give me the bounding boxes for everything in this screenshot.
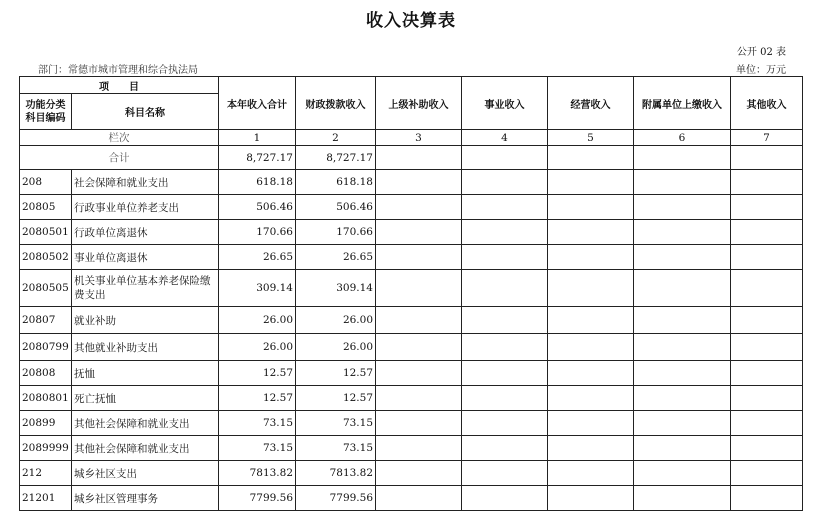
- value-cell: [376, 270, 462, 307]
- value-cell: [634, 270, 731, 307]
- subject-code: 2080501: [20, 220, 72, 245]
- value-cell: [376, 486, 462, 511]
- index-row-label: 栏次: [20, 130, 219, 146]
- col-header: 本年收入合计: [219, 77, 296, 130]
- value-cell: [548, 334, 634, 361]
- total-value: [731, 146, 803, 170]
- value-cell: [548, 270, 634, 307]
- value-cell: [731, 245, 803, 270]
- value-cell: [462, 461, 548, 486]
- value-cell: 12.57: [296, 386, 376, 411]
- value-cell: 73.15: [296, 411, 376, 436]
- value-cell: [462, 220, 548, 245]
- value-cell: 26.00: [296, 334, 376, 361]
- value-cell: 170.66: [219, 220, 296, 245]
- value-cell: [634, 436, 731, 461]
- value-cell: [548, 361, 634, 386]
- table-row: [20, 307, 803, 334]
- col-header: 事业收入: [462, 77, 548, 130]
- subject-name: 城乡社区管理事务: [72, 486, 219, 511]
- value-cell: [462, 245, 548, 270]
- col-header: 附属单位上缴收入: [634, 77, 731, 130]
- value-cell: [731, 361, 803, 386]
- value-cell: 309.14: [219, 270, 296, 307]
- subject-name: 社会保障和就业支出: [72, 170, 219, 195]
- subject-name: 行政单位离退休: [72, 220, 219, 245]
- value-cell: 73.15: [219, 411, 296, 436]
- subject-code: 2080505: [20, 270, 72, 307]
- value-cell: 170.66: [296, 220, 376, 245]
- table-row: [20, 486, 803, 511]
- value-cell: [462, 307, 548, 334]
- value-cell: [462, 386, 548, 411]
- subject-code: 20808: [20, 361, 72, 386]
- value-cell: [376, 195, 462, 220]
- subject-code: 2080502: [20, 245, 72, 270]
- total-value: [548, 146, 634, 170]
- value-cell: [731, 436, 803, 461]
- header-func-code: 功能分类 科目编码: [20, 94, 72, 130]
- table-row: [20, 270, 803, 307]
- value-cell: [731, 386, 803, 411]
- subject-name: 行政事业单位养老支出: [72, 195, 219, 220]
- income-table: [19, 76, 803, 511]
- value-cell: 12.57: [296, 361, 376, 386]
- value-cell: 26.00: [296, 307, 376, 334]
- value-cell: [462, 486, 548, 511]
- value-cell: [634, 195, 731, 220]
- value-cell: [548, 195, 634, 220]
- value-cell: [634, 461, 731, 486]
- value-cell: [634, 411, 731, 436]
- report-title: 收入决算表: [366, 11, 456, 31]
- value-cell: [731, 220, 803, 245]
- value-cell: [731, 270, 803, 307]
- total-value: [462, 146, 548, 170]
- subject-code: 2089999: [20, 436, 72, 461]
- subject-name: 城乡社区支出: [72, 461, 219, 486]
- index-number: 1: [219, 130, 296, 146]
- value-cell: [548, 307, 634, 334]
- value-cell: [731, 486, 803, 511]
- table-row: [20, 361, 803, 386]
- value-cell: 26.00: [219, 334, 296, 361]
- value-cell: [376, 436, 462, 461]
- value-cell: [462, 411, 548, 436]
- value-cell: [548, 386, 634, 411]
- value-cell: 618.18: [219, 170, 296, 195]
- subject-name: 抚恤: [72, 361, 219, 386]
- value-cell: [731, 334, 803, 361]
- value-cell: [548, 411, 634, 436]
- value-cell: [634, 334, 731, 361]
- value-cell: [634, 220, 731, 245]
- total-value: 8,727.17: [296, 146, 376, 170]
- value-cell: [548, 486, 634, 511]
- value-cell: [462, 195, 548, 220]
- index-number: 5: [548, 130, 634, 146]
- value-cell: [462, 334, 548, 361]
- index-number: 7: [731, 130, 803, 146]
- subject-code: 20899: [20, 411, 72, 436]
- value-cell: [376, 307, 462, 334]
- value-cell: [731, 195, 803, 220]
- value-cell: 506.46: [219, 195, 296, 220]
- value-cell: [731, 461, 803, 486]
- value-cell: 7799.56: [296, 486, 376, 511]
- total-value: 8,727.17: [219, 146, 296, 170]
- table-row: [20, 195, 803, 220]
- value-cell: 506.46: [296, 195, 376, 220]
- index-number: 6: [634, 130, 731, 146]
- table-row: [20, 220, 803, 245]
- table-row: [20, 461, 803, 486]
- value-cell: [634, 486, 731, 511]
- subject-name: 其他社会保障和就业支出: [72, 436, 219, 461]
- value-cell: 26.00: [219, 307, 296, 334]
- table-row: [20, 245, 803, 270]
- subject-code: 2080799: [20, 334, 72, 361]
- subject-code: 208: [20, 170, 72, 195]
- value-cell: 12.57: [219, 361, 296, 386]
- value-cell: 26.65: [219, 245, 296, 270]
- col-header: 其他收入: [731, 77, 803, 130]
- index-number: 3: [376, 130, 462, 146]
- value-cell: [548, 461, 634, 486]
- value-cell: 73.15: [219, 436, 296, 461]
- subject-code: 212: [20, 461, 72, 486]
- subject-code: 20805: [20, 195, 72, 220]
- total-value: [634, 146, 731, 170]
- value-cell: [548, 245, 634, 270]
- table-row: [20, 411, 803, 436]
- value-cell: [634, 170, 731, 195]
- value-cell: [376, 386, 462, 411]
- subject-name: 事业单位离退休: [72, 245, 219, 270]
- subject-name: 就业补助: [72, 307, 219, 334]
- subject-name: 其他社会保障和就业支出: [72, 411, 219, 436]
- value-cell: [634, 307, 731, 334]
- subject-code: 20807: [20, 307, 72, 334]
- value-cell: [462, 170, 548, 195]
- table-row: [20, 386, 803, 411]
- index-number: 4: [462, 130, 548, 146]
- unit-label: 单位：万元: [736, 65, 786, 76]
- value-cell: 618.18: [296, 170, 376, 195]
- total-value: [376, 146, 462, 170]
- value-cell: [548, 170, 634, 195]
- subject-code: 21201: [20, 486, 72, 511]
- value-cell: 7799.56: [219, 486, 296, 511]
- value-cell: [462, 270, 548, 307]
- value-cell: [731, 411, 803, 436]
- table-row: [20, 334, 803, 361]
- value-cell: [376, 220, 462, 245]
- value-cell: [634, 386, 731, 411]
- value-cell: [548, 436, 634, 461]
- value-cell: [376, 334, 462, 361]
- header-item: 项 目: [20, 77, 219, 94]
- department-label: 部门：常德市城市管理和综合执法局: [38, 65, 198, 76]
- subject-name: 死亡抚恤: [72, 386, 219, 411]
- value-cell: 26.65: [296, 245, 376, 270]
- subject-code: 2080801: [20, 386, 72, 411]
- value-cell: 7813.82: [219, 461, 296, 486]
- col-header: 上级补助收入: [376, 77, 462, 130]
- value-cell: [376, 170, 462, 195]
- subject-name: 机关事业单位基本养老保险缴费支出: [72, 270, 219, 307]
- col-header: 财政拨款收入: [296, 77, 376, 130]
- value-cell: [462, 361, 548, 386]
- value-cell: [731, 307, 803, 334]
- value-cell: [376, 245, 462, 270]
- form-number: 公开 02 表: [736, 47, 786, 58]
- subject-name: 其他就业补助支出: [72, 334, 219, 361]
- index-number: 2: [296, 130, 376, 146]
- value-cell: [462, 436, 548, 461]
- value-cell: 73.15: [296, 436, 376, 461]
- header-subject-name: 科目名称: [72, 94, 219, 130]
- value-cell: [376, 361, 462, 386]
- value-cell: [548, 220, 634, 245]
- value-cell: [634, 361, 731, 386]
- col-header: 经营收入: [548, 77, 634, 130]
- value-cell: [731, 170, 803, 195]
- value-cell: [634, 245, 731, 270]
- total-row-label: 合计: [20, 146, 219, 170]
- table-row: [20, 436, 803, 461]
- value-cell: [376, 411, 462, 436]
- table-row: [20, 170, 803, 195]
- value-cell: 7813.82: [296, 461, 376, 486]
- value-cell: 12.57: [219, 386, 296, 411]
- value-cell: 309.14: [296, 270, 376, 307]
- value-cell: [376, 461, 462, 486]
